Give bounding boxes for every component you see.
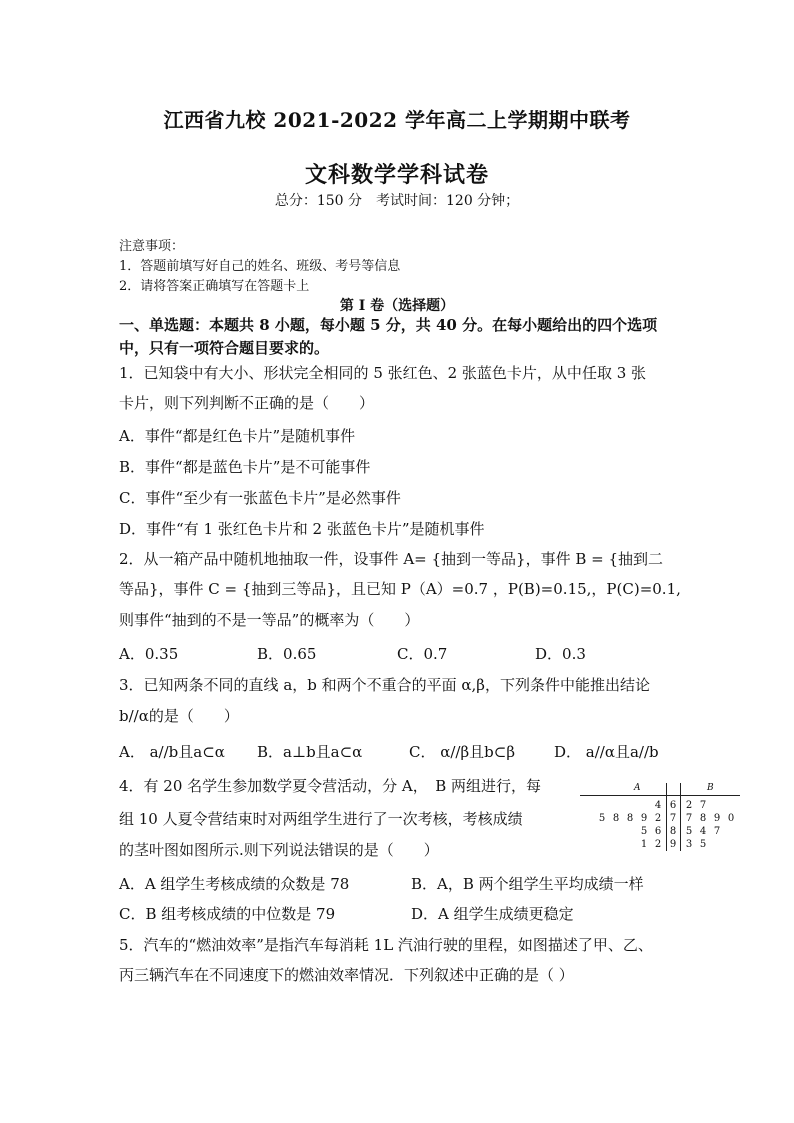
question-2-option-a: A．0.35: [119, 645, 179, 663]
stem-leaf-stem: 6: [669, 800, 677, 811]
stem-leaf-left-leaf: 5: [598, 813, 606, 824]
stem-leaf-left-leaf: 5: [640, 826, 648, 837]
question-2-option-b: B．0.65: [257, 645, 317, 663]
exam-main-title: 江西省九校 2021-2022 学年高二上学期期中联考: [163, 108, 631, 132]
question-4-stem-line3: 的茎叶图如图所示.则下列说法错误的是（ ）: [119, 841, 439, 859]
question-1-option-a: A．事件“都是红色卡片”是随机事件: [119, 427, 356, 445]
question-4-options-row2: [119, 903, 679, 923]
question-3-option-a: A． a//b且a⊂α: [119, 743, 225, 761]
stem-leaf-right-leaf: 7: [685, 813, 693, 824]
question-1-option-c: C．事件“至少有一张蓝色卡片”是必然事件: [119, 489, 401, 507]
question-1-option-b: B．事件“都是蓝色卡片”是不可能事件: [119, 458, 371, 476]
stem-leaf-left-leaf: 2: [654, 813, 662, 824]
question-2-stem-line2: 等品}，事件 C = {抽到三等品}，且已知 P（A）=0.7 ，P(B)=0.15,，P(C)=0.1,: [119, 580, 681, 598]
notice-item-1: 1．答题前填写好自己的姓名、班级、考号等信息: [119, 259, 401, 274]
stem-leaf-left-leaf: 8: [612, 813, 620, 824]
score-time-line: 总分：150 分 考试时间：120 分钟；: [274, 193, 520, 209]
question-3-stem-line2: b//α的是（ ）: [119, 707, 239, 725]
stem-leaf-header-rule: [580, 795, 740, 796]
question-2-option-d: D．0.3: [535, 645, 586, 663]
stem-leaf-right-leaf: 0: [727, 813, 735, 824]
stem-leaf-left-leaf: 1: [640, 839, 648, 850]
question-3-option-c: C． α//β且b⊂β: [409, 743, 515, 761]
question-1-stem-line1: 1．已知袋中有大小、形状完全相同的 5 张红色、2 张蓝色卡片，从中任取 3 张: [119, 364, 647, 382]
stem-leaf-left-leaf: 6: [654, 826, 662, 837]
question-2-option-c: C．0.7: [397, 645, 448, 663]
stem-leaf-right-leaf: 5: [685, 826, 693, 837]
stem-leaf-right-leaf: 4: [699, 826, 707, 837]
stem-leaf-right-leaf: 8: [699, 813, 707, 824]
stem-leaf-right-leaf: 9: [713, 813, 721, 824]
question-2-stem-line1: 2．从一箱产品中随机地抽取一件，设事件 A= {抽到一等品}，事件 B = {抽到二: [119, 550, 664, 568]
question-4-option-c: C．B 组考核成绩的中位数是 79: [119, 905, 336, 923]
notice-item-2: 2．请将答案正确填写在答题卡上: [119, 279, 310, 294]
stem-leaf-stem: 9: [669, 839, 677, 850]
stem-leaf-right-leaf: 2: [685, 800, 693, 811]
stem-leaf-divider-right: [680, 783, 681, 851]
question-3-option-d: D． a//α且a//b: [554, 743, 659, 761]
question-4-option-a: A．A 组学生考核成绩的众数是 78: [119, 875, 350, 893]
stem-leaf-left-leaf: 9: [640, 813, 648, 824]
stem-leaf-header-b: B: [707, 783, 714, 793]
question-4-options-row1: [119, 873, 679, 893]
notice-heading: 注意事项：: [119, 239, 185, 254]
exam-sub-title: 文科数学学科试卷: [304, 162, 489, 188]
section-instruction-line1: 一、单选题：本题共 8 小题，每小题 5 分，共 40 分。在每小题给出的四个选项: [119, 316, 658, 334]
stem-leaf-right-leaf: 3: [685, 839, 693, 850]
question-5-stem-line2: 丙三辆汽车在不同速度下的燃油效率情况．下列叙述中正确的是（ ）: [119, 966, 574, 984]
question-5-stem-line1: 5．汽车的“燃油效率”是指汽车每消耗 1L 汽油行驶的里程，如图描述了甲、乙、: [119, 936, 653, 954]
question-4-option-b: B．A，B 两个组学生平均成绩一样: [411, 875, 644, 893]
stem-leaf-stem: 7: [669, 813, 677, 824]
part-title: 第 I 卷（选择题）: [339, 298, 455, 314]
stem-leaf-left-leaf: 2: [654, 839, 662, 850]
stem-leaf-left-leaf: 4: [654, 800, 662, 811]
question-4-stem-line2: 组 10 人夏令营结束时对两组学生进行了一次考核，考核成绩: [119, 810, 523, 828]
question-2-stem-line3: 则事件“抽到的不是一等品”的概率为（ ）: [119, 611, 420, 629]
stem-leaf-right-leaf: 7: [699, 800, 707, 811]
question-4-option-d: D．A 组学生成绩更稳定: [411, 905, 574, 923]
stem-leaf-plot: [580, 783, 740, 853]
question-3-option-b: B．a⊥b且a⊂α: [257, 743, 363, 761]
stem-leaf-stem: 8: [669, 826, 677, 837]
question-1-stem-line2: 卡片，则下列判断不正确的是（ ）: [119, 394, 375, 412]
question-4-stem-line1: 4．有 20 名学生参加数学夏令营活动，分 A， B 两组进行，每: [119, 777, 542, 795]
question-3-stem-line1: 3．已知两条不同的直线 a，b 和两个不重合的平面 α,β，下列条件中能推出结论: [119, 676, 650, 694]
stem-leaf-right-leaf: 5: [699, 839, 707, 850]
question-1-option-d: D．事件“有 1 张红色卡片和 2 张蓝色卡片”是随机事件: [119, 520, 485, 538]
question-3-options: [119, 741, 679, 761]
stem-leaf-header-a: A: [634, 783, 641, 793]
section-instruction-line2: 中，只有一项符合题目要求的。: [119, 339, 330, 357]
stem-leaf-right-leaf: 7: [713, 826, 721, 837]
stem-leaf-left-leaf: 8: [626, 813, 634, 824]
question-2-options: [119, 643, 679, 663]
